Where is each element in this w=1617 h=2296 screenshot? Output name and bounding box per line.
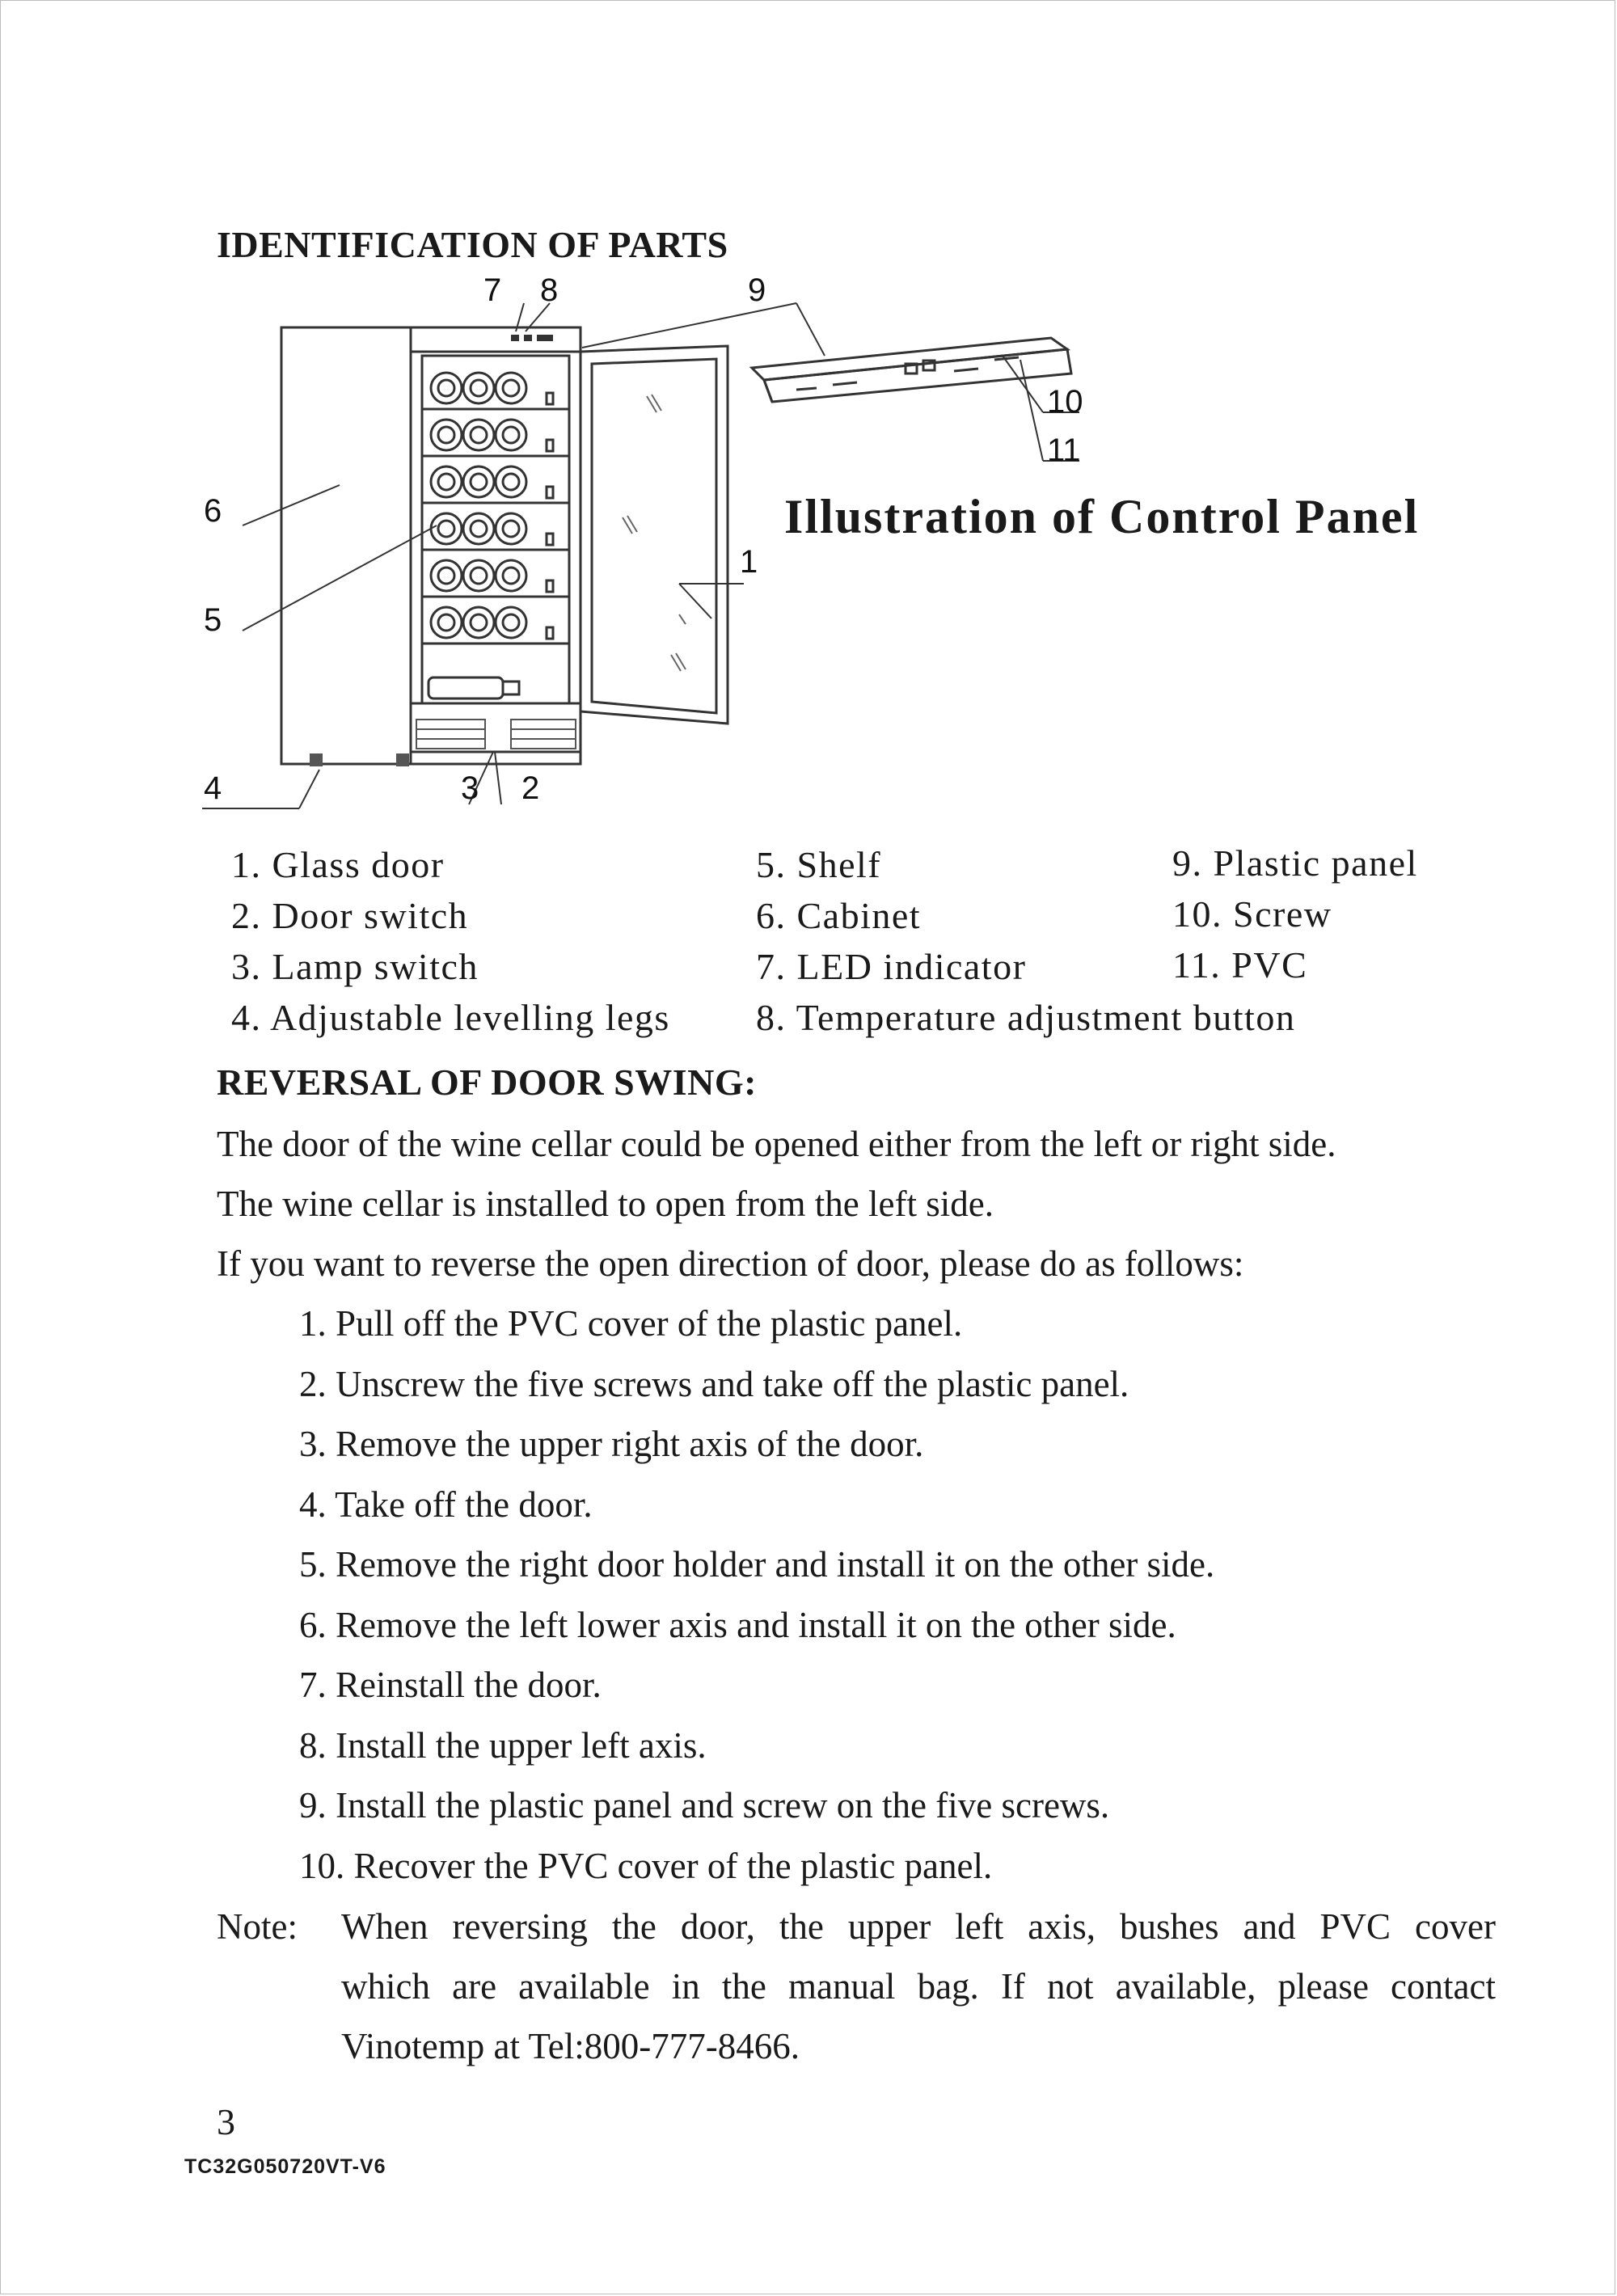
- legend-item: 1. Glass door: [231, 844, 445, 885]
- bottle-end: [496, 513, 526, 544]
- note-line: which are available in the manual bag. If not available, please contact: [341, 1966, 1496, 2007]
- bottle-end-inner: [438, 614, 454, 631]
- shelf-tab: [547, 440, 553, 451]
- callout-11: 11: [1047, 433, 1081, 468]
- bottle-end-inner: [503, 568, 519, 584]
- glass-door-inner: [592, 359, 716, 713]
- legend-item: 4. Adjustable levelling legs: [231, 997, 670, 1038]
- bottle-end: [463, 607, 494, 638]
- bottle-end-inner: [471, 380, 487, 396]
- callout-2: 2: [521, 770, 540, 806]
- led-indicators: [511, 335, 553, 341]
- bottle-end: [431, 607, 462, 638]
- step-item: 5. Remove the right door holder and install it on the other side.: [299, 1544, 1215, 1585]
- bottle-end-inner: [503, 427, 519, 443]
- step-item: 10. Recover the PVC cover of the plastic panel.: [299, 1845, 993, 1886]
- note-label: Note:: [217, 1906, 298, 1947]
- callout-10: 10: [1047, 384, 1083, 420]
- bottle-end: [431, 373, 462, 403]
- control-panel-title: Illustration of Control Panel: [784, 490, 1420, 543]
- document-code: TC32G050720VT-V6: [184, 2155, 386, 2178]
- legend-item: 9. Plastic panel: [1172, 842, 1418, 884]
- legend-column-3: [1172, 838, 1418, 990]
- callout-1: 1: [740, 544, 758, 580]
- legend-item: 10. Screw: [1172, 893, 1332, 935]
- identification-heading: IDENTIFICATION OF PARTS: [217, 224, 728, 265]
- bottle-end: [496, 466, 526, 497]
- bottle-end-inner: [503, 614, 519, 631]
- bottle-end: [431, 420, 462, 450]
- bottle-end: [463, 560, 494, 591]
- bottle-end-inner: [438, 474, 454, 490]
- callout-6: 6: [204, 493, 222, 529]
- wine-cellar-diagram: [0, 0, 1617, 841]
- reversal-intro: [217, 1114, 1496, 1294]
- glass-door: [581, 346, 728, 724]
- step-item: 3. Remove the upper right axis of the door.: [299, 1424, 924, 1464]
- shelf-tab: [547, 534, 553, 545]
- bottle-end: [496, 607, 526, 638]
- shelves: [422, 373, 569, 644]
- step-item: 9. Install the plastic panel and screw on the five screws.: [299, 1785, 1110, 1825]
- cabinet-base: [411, 703, 581, 752]
- bottle-end: [496, 420, 526, 450]
- note-block: [217, 1897, 1496, 2076]
- legend-item: 2. Door switch: [231, 895, 469, 936]
- legend-item: 7. LED indicator: [756, 946, 1027, 987]
- legend-item: 3. Lamp switch: [231, 946, 479, 987]
- bottle-end-inner: [471, 568, 487, 584]
- legend-column-1: [231, 839, 670, 1043]
- shelf-tab: [547, 393, 553, 404]
- vent-grille: [416, 720, 576, 749]
- reversal-heading: REVERSAL OF DOOR SWING:: [217, 1061, 757, 1103]
- bottle-end-inner: [438, 380, 454, 396]
- glass-reflections: [623, 395, 686, 671]
- callout-4: 4: [204, 770, 222, 806]
- callout-3: 3: [461, 770, 479, 806]
- step-item: 1. Pull off the PVC cover of the plastic panel.: [299, 1303, 963, 1344]
- bottle-end: [496, 373, 526, 403]
- cabinet-top-strip: [411, 327, 581, 352]
- bottle-end: [431, 466, 462, 497]
- callout-9: 9: [748, 272, 766, 308]
- bottle-end-inner: [503, 474, 519, 490]
- legend-item: 6. Cabinet: [756, 895, 922, 936]
- callout-5: 5: [204, 602, 222, 638]
- leader-lines: [202, 303, 1079, 808]
- shelf-tab: [547, 627, 553, 639]
- intro-line: If you want to reverse the open direction of door, please do as follows:: [217, 1243, 1244, 1284]
- bottle-end: [431, 560, 462, 591]
- bottle-end-inner: [471, 427, 487, 443]
- bottle-end: [463, 420, 494, 450]
- step-item: 6. Remove the left lower axis and install it on the other side.: [299, 1604, 1176, 1645]
- page-number: 3: [217, 2101, 235, 2142]
- step-item: 4. Take off the door.: [299, 1484, 593, 1525]
- cabinet-side-panel: [281, 327, 411, 764]
- bottle-end-inner: [438, 427, 454, 443]
- note-line: Vinotemp at Tel:800-777-8466.: [341, 2026, 800, 2066]
- bottle-end: [463, 513, 494, 544]
- intro-line: The door of the wine cellar could be opened either from the left or right side.: [217, 1124, 1336, 1164]
- bottle-end-inner: [471, 521, 487, 537]
- bottle-lying: [429, 677, 519, 699]
- note-line: When reversing the door, the upper left axis, bushes and PVC cover: [341, 1906, 1496, 1947]
- step-item: 2. Unscrew the five screws and take off the plastic panel.: [299, 1363, 1129, 1404]
- bottle-end: [463, 373, 494, 403]
- shelf-tab: [547, 487, 553, 498]
- bottle-end-inner: [503, 380, 519, 396]
- callout-8: 8: [540, 272, 559, 308]
- reversal-steps: [299, 1294, 1214, 1896]
- bottle-end-inner: [503, 521, 519, 537]
- step-item: 8. Install the upper left axis.: [299, 1724, 707, 1766]
- intro-line: The wine cellar is installed to open from the left side.: [217, 1184, 994, 1224]
- callout-7: 7: [483, 272, 502, 308]
- legend-item: 5. Shelf: [756, 844, 882, 885]
- bottle-end: [463, 466, 494, 497]
- bottle-end: [431, 513, 462, 544]
- step-item: 7. Reinstall the door.: [299, 1665, 602, 1705]
- bottle-end: [496, 560, 526, 591]
- bottle-end-inner: [471, 474, 487, 490]
- bottle-end-inner: [438, 521, 454, 537]
- legend-item: 11. PVC: [1172, 944, 1308, 986]
- shelf-tab: [547, 580, 553, 592]
- legend-item: 8. Temperature adjustment button: [756, 997, 1296, 1038]
- bottle-end-inner: [438, 568, 454, 584]
- bottle-end-inner: [471, 614, 487, 631]
